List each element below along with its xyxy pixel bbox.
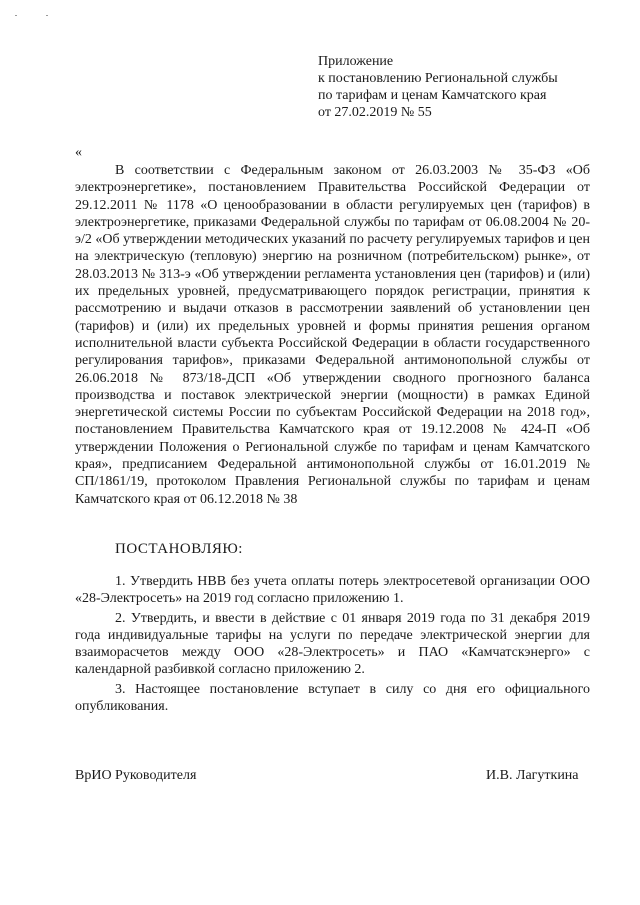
decree-item: 2. Утвердить, и ввести в действие с 01 января 2019 года по 31 декабря 2019 года индивидуальные тарифы на услуги по передаче электрической энергии для взаиморасчетов между ООО «28-Электросеть» и ПАО «Камчатскэнерго» с календарной разбивкой согласно приложению 2. [75, 610, 590, 678]
signatory-title: ВрИО Руководителя [75, 768, 197, 783]
signatory-name: И.В. Лагуткина [486, 768, 579, 783]
appendix-header [318, 53, 558, 121]
preamble-paragraph: В соответствии с Федеральным законом от 26.03.2003 № 35-ФЗ «Об электроэнергетике», постановлением Правительства Российской Федерации от 29.12.2011 № 1178 «О ценообразовании в области регулируемых цен (тарифов) в электроэнергетике, приказами Федеральной службы по тарифам от 06.08.2004 № 20-э/2 «Об утверждении методических указаний по расчету регулируемых тарифов и цен на электрическую (тепловую) энергию на розничном (потребительском) рынке», от 28.03.2013 № 313-э «Об утверждении регламента установления цен (тарифов) и (или) их предельных уровней, предусматривающего порядок регистрации, принятия к рассмотрению и выдачи отказов в рассмотрении заявлений об установлении цен (тарифов) и (или) их предельных уровней и формы принятия решения органом исполнительной власти субъекта Российской Федерации в области государственного регулирования тарифов», приказами Федеральной антимонопольной службы от 26.06.2018 № 873/18-ДСП «Об утверждении сводного прогнозного баланса производства и поставок электрической энергии (мощности) в рамках Единой энергетической системы России по субъектам Российской Федерации на 2018 год», постановлением Правительства Камчатского края от 19.12.2008 № 424-П «Об утверждении Положения о Региональной службе по тарифам и ценам Камчатского края», предписанием Федеральной антимонопольной службы от 16.01.2019 № СП/1861/19, протоколом Правления Региональной службы по тарифам и ценам Камчатского края от 06.12.2018 № 38 [75, 163, 590, 507]
decree-heading: ПОСТАНОВЛЯЮ: [115, 541, 243, 557]
decree-items [75, 573, 590, 717]
scan-speck [15, 15, 17, 16]
appendix-line: к постановлению Региональной службы [318, 71, 558, 86]
appendix-line: от 27.02.2019 № 55 [318, 105, 432, 120]
appendix-line: Приложение [318, 54, 394, 69]
appendix-line: по тарифам и ценам Камчатского края [318, 88, 547, 103]
decree-item: 1. Утвердить НВВ без учета оплаты потерь электросетевой организации ООО «28-Электросеть» на 2019 год согласно приложению 1. [75, 574, 590, 607]
opening-quote-mark: « [75, 145, 82, 160]
scan-speck [46, 15, 48, 16]
decree-item: 3. Настоящее постановление вступает в силу со дня его официального опубликования. [75, 681, 590, 715]
